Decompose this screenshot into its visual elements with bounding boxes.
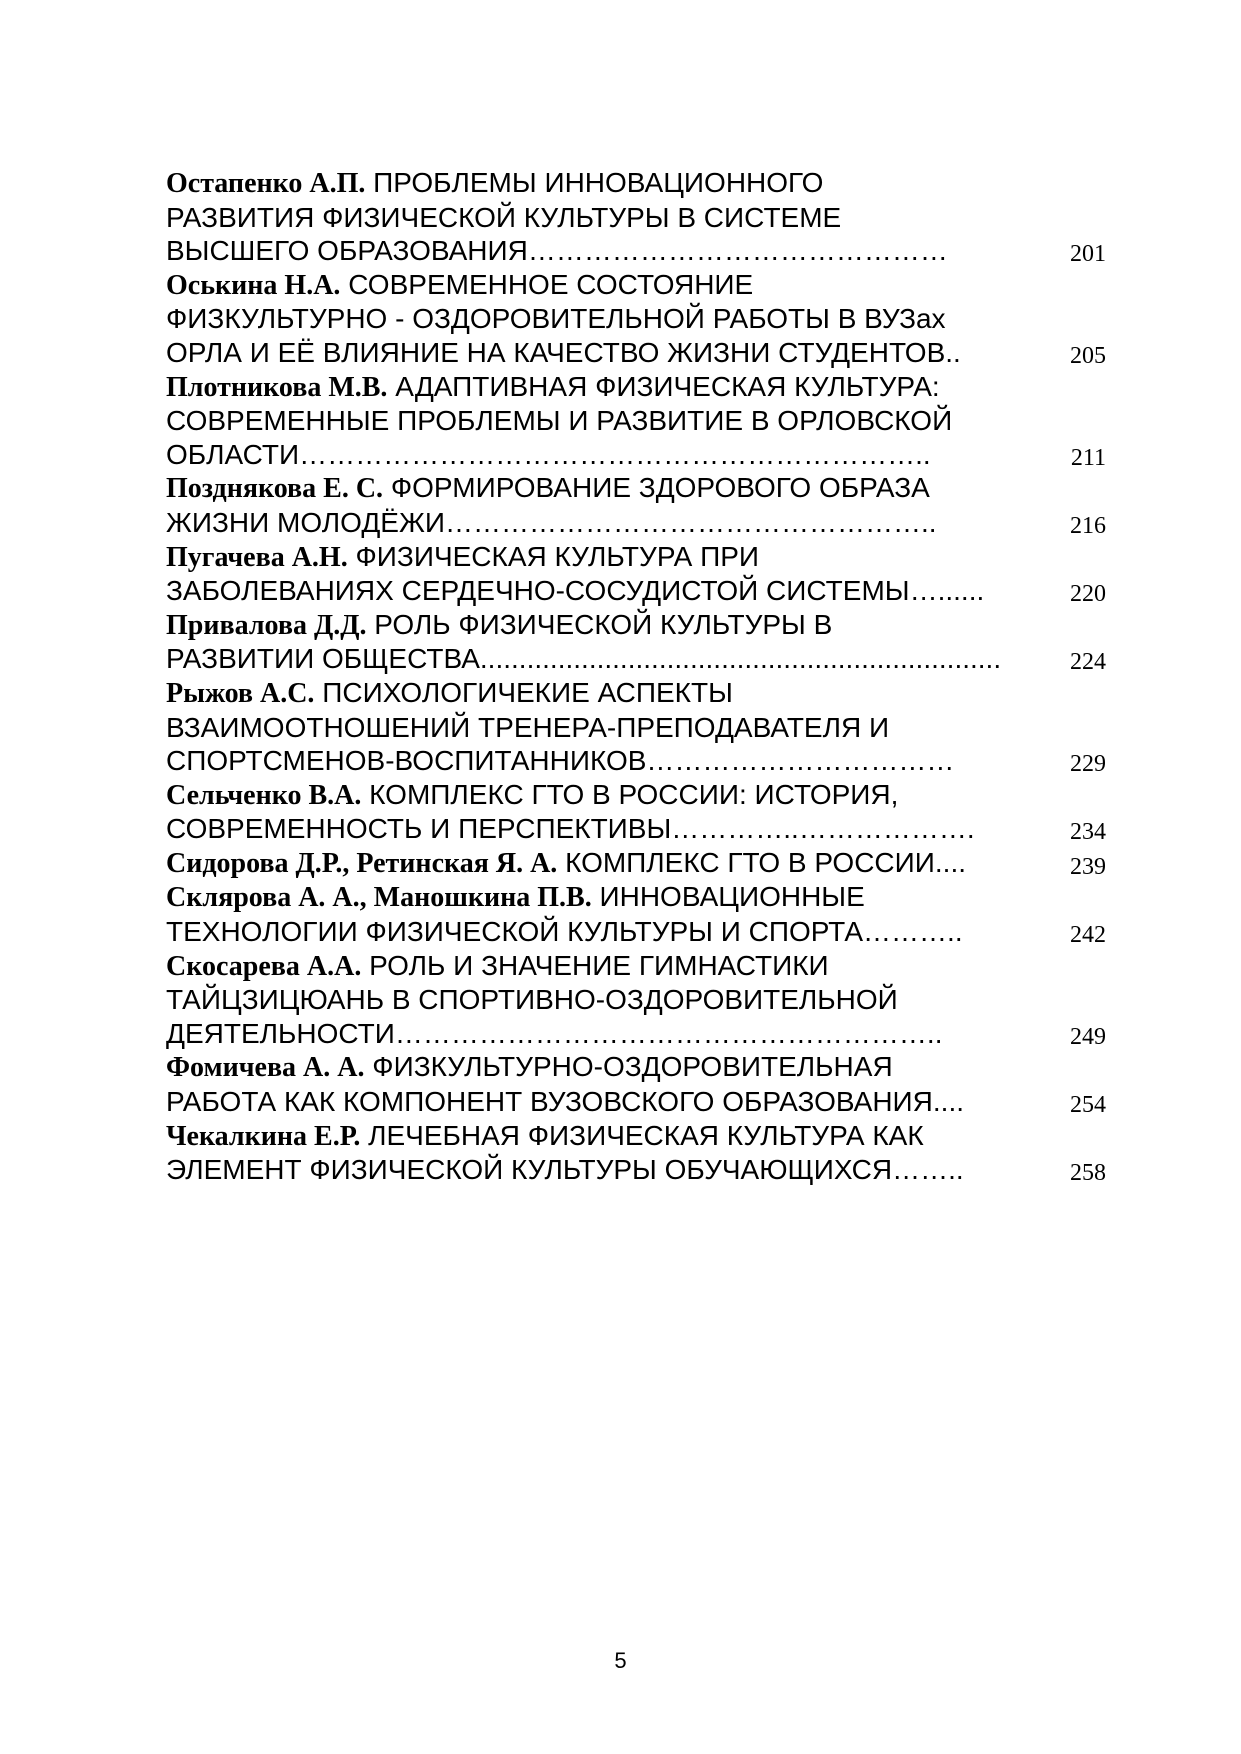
toc-entry-author: Пугачева А.Н. xyxy=(166,541,348,573)
toc-entry xyxy=(166,676,1106,778)
toc-entry-title: ФОРМИРОВАНИЕ ЗДОРОВОГО ОБРАЗА ЖИЗНИ МОЛОДЁЖИ…………………………………………….. xyxy=(166,472,937,538)
toc-entry-author: Чекалкина Е.Р. xyxy=(166,1120,361,1152)
toc-entry-page: 229 xyxy=(1070,751,1106,778)
toc-entry-page: 205 xyxy=(1070,342,1106,369)
toc-entry-title: ЛЕЧЕБНАЯ ФИЗИЧЕСКАЯ КУЛЬТУРА КАК ЭЛЕМЕНТ ФИЗИЧЕСКОЙ КУЛЬТУРЫ ОБУЧАЮЩИХСЯ…….. xyxy=(166,1119,964,1186)
toc-entry-page: 242 xyxy=(1070,922,1106,949)
toc-entry-author: Сидорова Д.Р., Ретинская Я. А. xyxy=(166,847,558,879)
toc-entry-page: 211 xyxy=(1070,444,1106,471)
toc-entry-text xyxy=(166,370,1006,472)
toc-entry-page: 201 xyxy=(1070,241,1106,268)
toc-entry xyxy=(166,540,1106,608)
toc-entry xyxy=(166,370,1106,472)
toc-entry xyxy=(166,166,1106,268)
toc-entry-page: 216 xyxy=(1070,512,1106,539)
toc-entry xyxy=(166,268,1106,370)
toc-entry-page: 258 xyxy=(1070,1160,1106,1187)
toc-entry-author: Остапенко А.П. xyxy=(166,168,366,199)
toc-entry-page: 220 xyxy=(1070,581,1106,608)
toc-entry xyxy=(166,608,1106,676)
toc-entry-text xyxy=(166,1050,1006,1118)
toc-entry-title: РОЛЬ ФИЗИЧЕСКОЙ КУЛЬТУРЫ В РАЗВИТИИ ОБЩЕСТВА................................................................... xyxy=(166,608,1002,675)
toc-entry-title: СОВРЕМЕННОЕ СОСТОЯНИЕ ФИЗКУЛЬТУРНО - ОЗДОРОВИТЕЛЬНОЙ РАБОТЫ В ВУЗах ОРЛА И ЕЁ ВЛИЯНИЕ НА КАЧЕСТВО ЖИЗНИ СТУДЕНТОВ.. xyxy=(166,268,961,368)
toc-entry-page: 249 xyxy=(1070,1023,1106,1050)
toc-entry-author: Фомичева А. А. xyxy=(166,1052,365,1084)
toc-entry-text xyxy=(166,676,1006,778)
toc-entry-page: 234 xyxy=(1070,819,1106,846)
toc-entry xyxy=(166,778,1106,846)
toc-entry-text xyxy=(166,846,1006,881)
toc-entry-title: ПСИХОЛОГИЧЕКИЕ АСПЕКТЫ ВЗАИМООТНОШЕНИЙ ТРЕНЕРА-ПРЕПОДАВАТЕЛЯ И СПОРТСМЕНОВ-ВОСПИТАННИКОВ…………………………… xyxy=(166,676,955,777)
toc-entry-text xyxy=(166,166,1006,268)
toc-entry-title: РОЛЬ И ЗНАЧЕНИЕ ГИМНАСТИКИ ТАЙЦЗИЦЮАНЬ В СПОРТИВНО-ОЗДОРОВИТЕЛЬНОЙ ДЕЯТЕЛЬНОСТИ………………………………………………….. xyxy=(166,949,943,1049)
toc-entry-text xyxy=(166,778,1006,846)
toc-entry-author: Склярова А. А., Маношкина П.В. xyxy=(166,882,592,914)
toc-entry xyxy=(166,1119,1106,1187)
toc-entry-author: Скосарева А.А. xyxy=(166,950,362,982)
toc-entry xyxy=(166,846,1106,881)
toc-entry-author: Плотникова М.В. xyxy=(166,371,388,403)
toc-entry-text xyxy=(166,880,1006,948)
toc-entry-page: 224 xyxy=(1070,649,1106,676)
toc-entry-title: ПРОБЛЕМЫ ИННОВАЦИОННОГО РАЗВИТИЯ ФИЗИЧЕСКОЙ КУЛЬТУРЫ В СИСТЕМЕ ВЫСШЕГО ОБРАЗОВАНИЯ……………………………………… xyxy=(166,167,948,267)
toc-entry xyxy=(166,1050,1106,1118)
toc-entry-text xyxy=(166,471,1006,539)
toc-entry-author: Привалова Д.Д. xyxy=(166,609,367,641)
toc-entry-text xyxy=(166,540,1006,608)
toc-entry-author: Позднякова Е. С. xyxy=(166,473,384,505)
toc-entry-title: ИННОВАЦИОННЫЕ ТЕХНОЛОГИИ ФИЗИЧЕСКОЙ КУЛЬТУРЫ И СПОРТА……….. xyxy=(166,881,963,948)
toc-entry xyxy=(166,949,1106,1051)
page-number: 5 xyxy=(614,1648,627,1673)
toc-entry-title: КОМПЛЕКС ГТО В РОССИИ.... xyxy=(557,846,967,878)
toc-entry-text xyxy=(166,608,1006,676)
toc-entry-page: 239 xyxy=(1070,853,1106,880)
table-of-contents xyxy=(166,166,1106,1187)
toc-entry-text xyxy=(166,949,1006,1051)
toc-entry xyxy=(166,471,1106,539)
toc-entry-author: Оськина Н.А. xyxy=(166,269,341,301)
toc-entry-title: АДАПТИВНАЯ ФИЗИЧЕСКАЯ КУЛЬТУРА: СОВРЕМЕННЫЕ ПРОБЛЕМЫ И РАЗВИТИЕ В ОРЛОВСКОЙ ОБЛАСТИ………………………………………………………….. xyxy=(166,370,953,470)
toc-entry-title: КОМПЛЕКС ГТО В РОССИИ: ИСТОРИЯ, СОВРЕМЕННОСТЬ И ПЕРСПЕКТИВЫ…………..………………. xyxy=(166,778,975,845)
toc-entry-text xyxy=(166,1119,1006,1187)
toc-entry-page: 254 xyxy=(1070,1092,1106,1119)
toc-entry-author: Рыжов А.С. xyxy=(166,677,315,709)
toc-entry-text xyxy=(166,268,1006,370)
toc-entry xyxy=(166,880,1106,948)
toc-entry-title: ФИЗИЧЕСКАЯ КУЛЬТУРА ПРИ ЗАБОЛЕВАНИЯХ СЕРДЕЧНО-СОСУДИСТОЙ СИСТЕМЫ…...... xyxy=(166,540,985,607)
toc-entry-author: Сельченко В.А. xyxy=(166,779,362,811)
toc-entry-title: ФИЗКУЛЬТУРНО-ОЗДОРОВИТЕЛЬНАЯ РАБОТА КАК КОМПОНЕНТ ВУЗОВСКОГО ОБРАЗОВАНИЯ.... xyxy=(166,1051,965,1118)
